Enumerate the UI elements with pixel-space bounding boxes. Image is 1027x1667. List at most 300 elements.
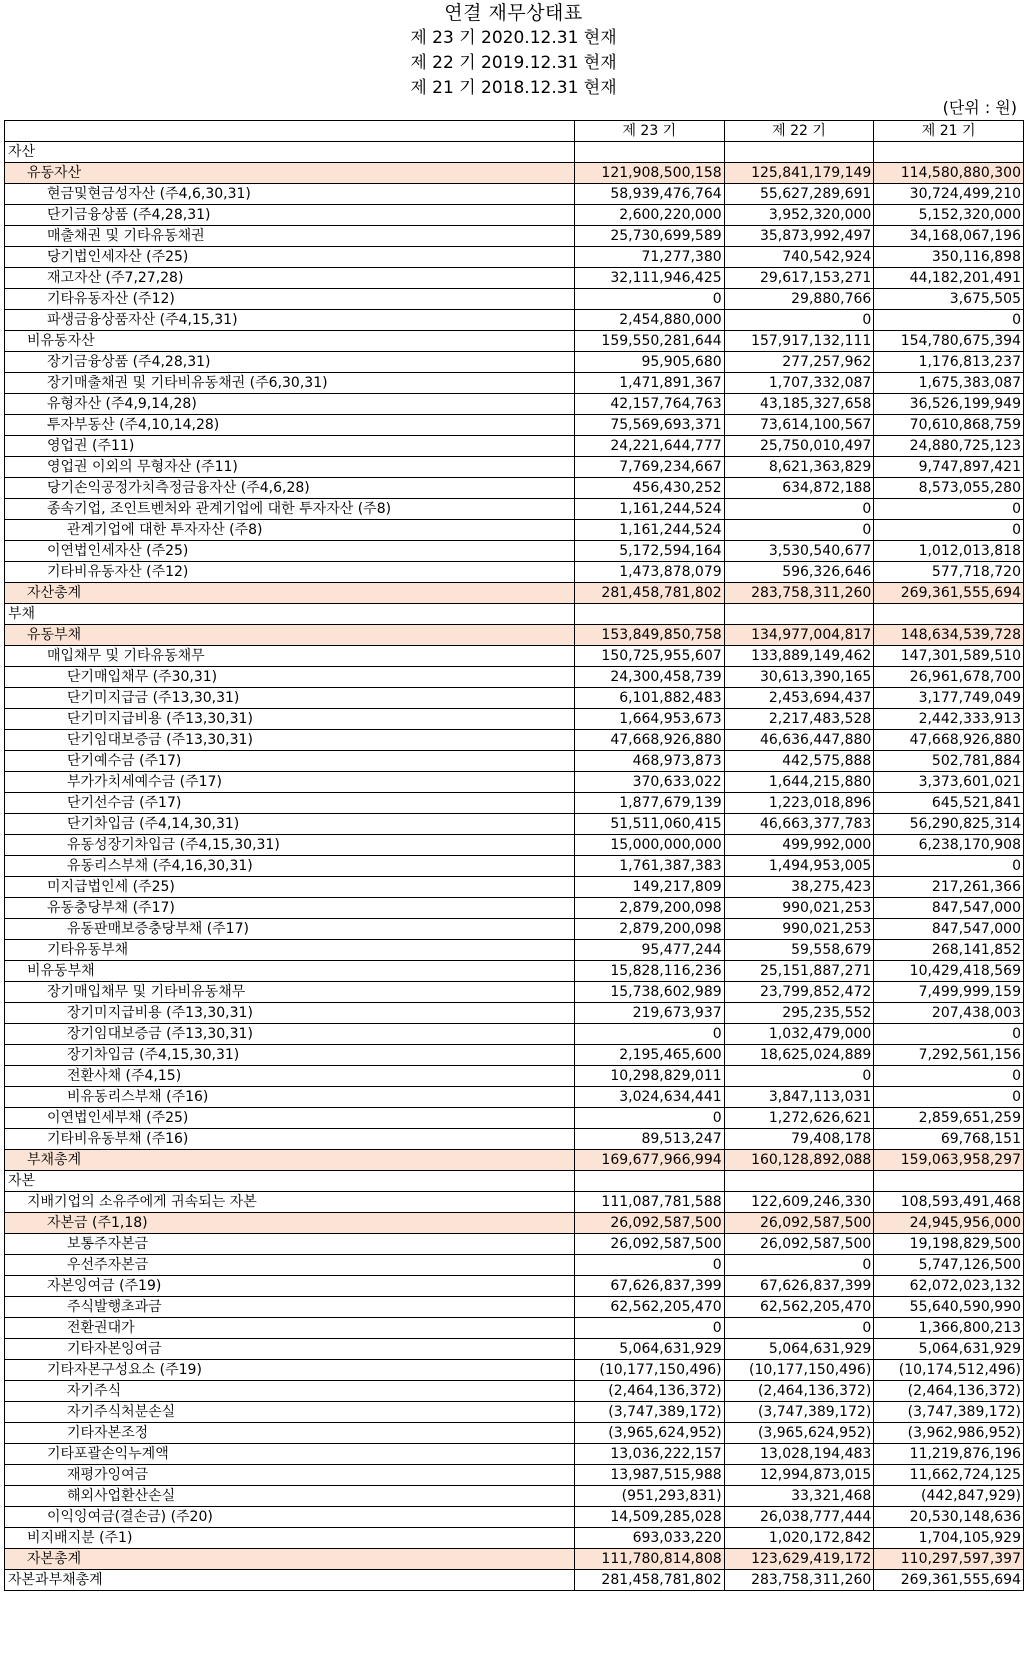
amount-cell: 67,626,837,399 bbox=[575, 1276, 725, 1297]
amount-cell: 26,038,777,444 bbox=[724, 1507, 874, 1528]
amount-cell: 0 bbox=[874, 1066, 1024, 1087]
account-label: 부채총계 bbox=[5, 1150, 575, 1171]
amount-cell: 24,880,725,123 bbox=[874, 436, 1024, 457]
amount-cell: 26,092,587,500 bbox=[575, 1234, 725, 1255]
amount-cell: 499,992,000 bbox=[724, 835, 874, 856]
table-row bbox=[5, 814, 1024, 835]
account-label: 단기차입금 (주4,14,30,31) bbox=[5, 814, 575, 835]
amount-cell bbox=[724, 1171, 874, 1192]
amount-cell: 7,499,999,159 bbox=[874, 982, 1024, 1003]
table-row bbox=[5, 1381, 1024, 1402]
table-row bbox=[5, 373, 1024, 394]
amount-cell: 1,223,018,896 bbox=[724, 793, 874, 814]
amount-cell: 990,021,253 bbox=[724, 898, 874, 919]
amount-cell: 0 bbox=[724, 520, 874, 541]
amount-cell: 1,704,105,929 bbox=[874, 1528, 1024, 1549]
table-row bbox=[5, 415, 1024, 436]
amount-cell: 149,217,809 bbox=[575, 877, 725, 898]
amount-cell: 3,024,634,441 bbox=[575, 1087, 725, 1108]
amount-cell: 3,847,113,031 bbox=[724, 1087, 874, 1108]
amount-cell: 7,769,234,667 bbox=[575, 457, 725, 478]
amount-cell: 207,438,003 bbox=[874, 1003, 1024, 1024]
amount-cell: 62,562,205,470 bbox=[724, 1297, 874, 1318]
table-row bbox=[5, 604, 1024, 625]
amount-cell: 26,092,587,500 bbox=[724, 1234, 874, 1255]
amount-cell: 6,101,882,483 bbox=[575, 688, 725, 709]
amount-cell: 0 bbox=[724, 499, 874, 520]
table-body bbox=[5, 142, 1024, 1591]
amount-cell bbox=[874, 142, 1024, 163]
amount-cell: 56,290,825,314 bbox=[874, 814, 1024, 835]
account-label: 비지배지분 (주1) bbox=[5, 1528, 575, 1549]
account-label: 영업권 이외의 무형자산 (주11) bbox=[5, 457, 575, 478]
amount-cell: 15,828,116,236 bbox=[575, 961, 725, 982]
amount-cell: 1,664,953,673 bbox=[575, 709, 725, 730]
amount-cell: 34,168,067,196 bbox=[874, 226, 1024, 247]
amount-cell: 0 bbox=[724, 1318, 874, 1339]
amount-cell: 5,064,631,929 bbox=[575, 1339, 725, 1360]
amount-cell: 35,873,992,497 bbox=[724, 226, 874, 247]
table-row bbox=[5, 1213, 1024, 1234]
table-row bbox=[5, 1486, 1024, 1507]
amount-cell: 125,841,179,149 bbox=[724, 163, 874, 184]
amount-cell: 0 bbox=[575, 1024, 725, 1045]
account-label: 비유동리스부채 (주16) bbox=[5, 1087, 575, 1108]
amount-cell: 2,217,483,528 bbox=[724, 709, 874, 730]
table-row bbox=[5, 1360, 1024, 1381]
amount-cell: 25,750,010,497 bbox=[724, 436, 874, 457]
amount-cell: 283,758,311,260 bbox=[724, 1570, 874, 1591]
amount-cell: 1,473,878,079 bbox=[575, 562, 725, 583]
table-row bbox=[5, 625, 1024, 646]
account-label: 당기법인세자산 (주25) bbox=[5, 247, 575, 268]
amount-cell: 111,087,781,588 bbox=[575, 1192, 725, 1213]
table-row bbox=[5, 919, 1024, 940]
amount-cell: (3,965,624,952) bbox=[724, 1423, 874, 1444]
account-label: 영업권 (주11) bbox=[5, 436, 575, 457]
table-row bbox=[5, 1297, 1024, 1318]
amount-cell: 2,859,651,259 bbox=[874, 1108, 1024, 1129]
amount-cell: 1,176,813,237 bbox=[874, 352, 1024, 373]
amount-cell: 95,477,244 bbox=[575, 940, 725, 961]
amount-cell: 25,730,699,589 bbox=[575, 226, 725, 247]
amount-cell: (2,464,136,372) bbox=[575, 1381, 725, 1402]
amount-cell: 1,877,679,139 bbox=[575, 793, 725, 814]
account-label: 재고자산 (주7,27,28) bbox=[5, 268, 575, 289]
amount-cell: (10,177,150,496) bbox=[724, 1360, 874, 1381]
account-label: 유동판매보증충당부채 (주17) bbox=[5, 919, 575, 940]
amount-cell: 2,879,200,098 bbox=[575, 898, 725, 919]
amount-cell: 110,297,597,397 bbox=[874, 1549, 1024, 1570]
amount-cell: 0 bbox=[874, 310, 1024, 331]
account-label: 단기매입채무 (주30,31) bbox=[5, 667, 575, 688]
amount-cell: 5,064,631,929 bbox=[724, 1339, 874, 1360]
account-label: 미지급법인세 (주25) bbox=[5, 877, 575, 898]
table-row bbox=[5, 436, 1024, 457]
amount-cell: (2,464,136,372) bbox=[874, 1381, 1024, 1402]
table-row bbox=[5, 499, 1024, 520]
amount-cell: 75,569,693,371 bbox=[575, 415, 725, 436]
account-label: 자본금 (주1,18) bbox=[5, 1213, 575, 1234]
table-row bbox=[5, 1570, 1024, 1591]
amount-cell: 0 bbox=[874, 520, 1024, 541]
amount-cell: 11,219,876,196 bbox=[874, 1444, 1024, 1465]
amount-cell: 1,012,013,818 bbox=[874, 541, 1024, 562]
amount-cell: 277,257,962 bbox=[724, 352, 874, 373]
table-row bbox=[5, 1276, 1024, 1297]
table-row bbox=[5, 1066, 1024, 1087]
amount-cell: 25,151,887,271 bbox=[724, 961, 874, 982]
account-label: 유형자산 (주4,9,14,28) bbox=[5, 394, 575, 415]
account-label: 단기금융상품 (주4,28,31) bbox=[5, 205, 575, 226]
amount-cell: 5,172,594,164 bbox=[575, 541, 725, 562]
table-row bbox=[5, 1108, 1024, 1129]
amount-cell: 370,633,022 bbox=[575, 772, 725, 793]
amount-cell: (10,177,150,496) bbox=[575, 1360, 725, 1381]
account-label: 이연법인세부채 (주25) bbox=[5, 1108, 575, 1129]
amount-cell: 147,301,589,510 bbox=[874, 646, 1024, 667]
amount-cell: 169,677,966,994 bbox=[575, 1150, 725, 1171]
account-label: 기타자본구성요소 (주19) bbox=[5, 1360, 575, 1381]
table-row bbox=[5, 478, 1024, 499]
amount-cell: 36,526,199,949 bbox=[874, 394, 1024, 415]
amount-cell: 73,614,100,567 bbox=[724, 415, 874, 436]
amount-cell: 283,758,311,260 bbox=[724, 583, 874, 604]
amount-cell: 62,562,205,470 bbox=[575, 1297, 725, 1318]
amount-cell: 2,600,220,000 bbox=[575, 205, 725, 226]
table-row bbox=[5, 898, 1024, 919]
account-label: 기타유동자산 (주12) bbox=[5, 289, 575, 310]
amount-cell: 24,945,956,000 bbox=[874, 1213, 1024, 1234]
table-row bbox=[5, 709, 1024, 730]
account-label: 주식발행초과금 bbox=[5, 1297, 575, 1318]
account-label: 비유동부채 bbox=[5, 961, 575, 982]
amount-cell: 0 bbox=[575, 1108, 725, 1129]
account-label: 기타비유동자산 (주12) bbox=[5, 562, 575, 583]
amount-cell: 1,471,891,367 bbox=[575, 373, 725, 394]
unit-label: (단위 : 원) bbox=[942, 98, 1017, 117]
account-label: 부채 bbox=[5, 604, 575, 625]
amount-cell: (951,293,831) bbox=[575, 1486, 725, 1507]
amount-cell: 13,036,222,157 bbox=[575, 1444, 725, 1465]
account-label: 종속기업, 조인트벤처와 관계기업에 대한 투자자산 (주8) bbox=[5, 499, 575, 520]
amount-cell: (442,847,929) bbox=[874, 1486, 1024, 1507]
amount-cell: 7,292,561,156 bbox=[874, 1045, 1024, 1066]
table-row bbox=[5, 835, 1024, 856]
amount-cell: 134,977,004,817 bbox=[724, 625, 874, 646]
amount-cell: 2,454,880,000 bbox=[575, 310, 725, 331]
amount-cell: 0 bbox=[575, 1255, 725, 1276]
amount-cell: 71,277,380 bbox=[575, 247, 725, 268]
table-row bbox=[5, 310, 1024, 331]
amount-cell: 1,494,953,005 bbox=[724, 856, 874, 877]
amount-cell: 281,458,781,802 bbox=[575, 1570, 725, 1591]
table-row bbox=[5, 331, 1024, 352]
amount-cell: 8,621,363,829 bbox=[724, 457, 874, 478]
amount-cell: 1,761,387,383 bbox=[575, 856, 725, 877]
table-row bbox=[5, 1507, 1024, 1528]
account-label: 장기금융상품 (주4,28,31) bbox=[5, 352, 575, 373]
amount-cell: 6,238,170,908 bbox=[874, 835, 1024, 856]
account-label: 자산 bbox=[5, 142, 575, 163]
table-row bbox=[5, 1234, 1024, 1255]
amount-cell: 2,879,200,098 bbox=[575, 919, 725, 940]
amount-cell: 114,580,880,300 bbox=[874, 163, 1024, 184]
amount-cell: 502,781,884 bbox=[874, 751, 1024, 772]
account-label: 전환권대가 bbox=[5, 1318, 575, 1339]
amount-cell: 13,987,515,988 bbox=[575, 1465, 725, 1486]
amount-cell: 30,613,390,165 bbox=[724, 667, 874, 688]
amount-cell: 24,221,644,777 bbox=[575, 436, 725, 457]
amount-cell: 24,300,458,739 bbox=[575, 667, 725, 688]
amount-cell: (3,965,624,952) bbox=[575, 1423, 725, 1444]
header-cell-account bbox=[5, 121, 575, 142]
account-label: 단기예수금 (주17) bbox=[5, 751, 575, 772]
amount-cell: 281,458,781,802 bbox=[575, 583, 725, 604]
amount-cell: 89,513,247 bbox=[575, 1129, 725, 1150]
table-row bbox=[5, 1339, 1024, 1360]
amount-cell: (3,747,389,172) bbox=[724, 1402, 874, 1423]
amount-cell: 0 bbox=[724, 1255, 874, 1276]
amount-cell: 18,625,024,889 bbox=[724, 1045, 874, 1066]
amount-cell: 350,116,898 bbox=[874, 247, 1024, 268]
account-label: 기타자본조정 bbox=[5, 1423, 575, 1444]
amount-cell: 269,361,555,694 bbox=[874, 583, 1024, 604]
amount-cell: (10,174,512,496) bbox=[874, 1360, 1024, 1381]
amount-cell: 5,064,631,929 bbox=[874, 1339, 1024, 1360]
table-row bbox=[5, 583, 1024, 604]
amount-cell: 42,157,764,763 bbox=[575, 394, 725, 415]
amount-cell: 0 bbox=[724, 310, 874, 331]
table-row bbox=[5, 646, 1024, 667]
amount-cell bbox=[575, 142, 725, 163]
amount-cell: 43,185,327,658 bbox=[724, 394, 874, 415]
amount-cell: 95,905,680 bbox=[575, 352, 725, 373]
amount-cell: 154,780,675,394 bbox=[874, 331, 1024, 352]
amount-cell: (3,747,389,172) bbox=[874, 1402, 1024, 1423]
table-row bbox=[5, 1045, 1024, 1066]
amount-cell: (3,747,389,172) bbox=[575, 1402, 725, 1423]
account-label: 단기선수금 (주17) bbox=[5, 793, 575, 814]
amount-cell: 1,161,244,524 bbox=[575, 520, 725, 541]
amount-cell: 0 bbox=[874, 1087, 1024, 1108]
table-row bbox=[5, 982, 1024, 1003]
account-label: 투자부동산 (주4,10,14,28) bbox=[5, 415, 575, 436]
amount-cell: 1,020,172,842 bbox=[724, 1528, 874, 1549]
table-row bbox=[5, 541, 1024, 562]
amount-cell: 70,610,868,759 bbox=[874, 415, 1024, 436]
amount-cell: 2,453,694,437 bbox=[724, 688, 874, 709]
account-label: 자산총계 bbox=[5, 583, 575, 604]
header-cell-period-21: 제 21 기 bbox=[874, 121, 1024, 142]
account-label: 자본과부채총계 bbox=[5, 1570, 575, 1591]
amount-cell: 111,780,814,808 bbox=[575, 1549, 725, 1570]
amount-cell: 32,111,946,425 bbox=[575, 268, 725, 289]
amount-cell: 634,872,188 bbox=[724, 478, 874, 499]
amount-cell: 5,747,126,500 bbox=[874, 1255, 1024, 1276]
amount-cell: 295,235,552 bbox=[724, 1003, 874, 1024]
amount-cell: 153,849,850,758 bbox=[575, 625, 725, 646]
amount-cell: 577,718,720 bbox=[874, 562, 1024, 583]
table-row bbox=[5, 688, 1024, 709]
amount-cell bbox=[724, 604, 874, 625]
amount-cell: 740,542,924 bbox=[724, 247, 874, 268]
amount-cell: 10,429,418,569 bbox=[874, 961, 1024, 982]
account-label: 유동자산 bbox=[5, 163, 575, 184]
table-header-row bbox=[5, 121, 1024, 142]
table-row bbox=[5, 856, 1024, 877]
amount-cell: 1,161,244,524 bbox=[575, 499, 725, 520]
amount-cell: 58,939,476,764 bbox=[575, 184, 725, 205]
amount-cell: 3,675,505 bbox=[874, 289, 1024, 310]
account-label: 기타비유동부채 (주16) bbox=[5, 1129, 575, 1150]
amount-cell: 26,092,587,500 bbox=[575, 1213, 725, 1234]
table-row bbox=[5, 1129, 1024, 1150]
account-label: 자본 bbox=[5, 1171, 575, 1192]
amount-cell: 122,609,246,330 bbox=[724, 1192, 874, 1213]
amount-cell: 693,033,220 bbox=[575, 1528, 725, 1549]
table-row bbox=[5, 1003, 1024, 1024]
account-label: 보통주자본금 bbox=[5, 1234, 575, 1255]
account-label: 부가가치세예수금 (주17) bbox=[5, 772, 575, 793]
account-label: 기타포괄손익누계액 bbox=[5, 1444, 575, 1465]
table-row bbox=[5, 226, 1024, 247]
table-row bbox=[5, 268, 1024, 289]
account-label: 유동리스부채 (주4,16,30,31) bbox=[5, 856, 575, 877]
amount-cell: 79,408,178 bbox=[724, 1129, 874, 1150]
amount-cell: 123,629,419,172 bbox=[724, 1549, 874, 1570]
amount-cell: 1,272,626,621 bbox=[724, 1108, 874, 1129]
amount-cell: 47,668,926,880 bbox=[575, 730, 725, 751]
amount-cell: 990,021,253 bbox=[724, 919, 874, 940]
amount-cell: 0 bbox=[575, 289, 725, 310]
amount-cell: 33,321,468 bbox=[724, 1486, 874, 1507]
amount-cell: 11,662,724,125 bbox=[874, 1465, 1024, 1486]
table-row bbox=[5, 394, 1024, 415]
table-row bbox=[5, 940, 1024, 961]
amount-cell: 38,275,423 bbox=[724, 877, 874, 898]
table-row bbox=[5, 289, 1024, 310]
account-label: 재평가잉여금 bbox=[5, 1465, 575, 1486]
table-row bbox=[5, 1171, 1024, 1192]
table-row bbox=[5, 184, 1024, 205]
amount-cell: 268,141,852 bbox=[874, 940, 1024, 961]
table-row bbox=[5, 1150, 1024, 1171]
account-label: 기타유동부채 bbox=[5, 940, 575, 961]
table-row bbox=[5, 352, 1024, 373]
amount-cell: 2,195,465,600 bbox=[575, 1045, 725, 1066]
table-row bbox=[5, 247, 1024, 268]
account-label: 단기임대보증금 (주13,30,31) bbox=[5, 730, 575, 751]
amount-cell: 148,634,539,728 bbox=[874, 625, 1024, 646]
amount-cell: 29,880,766 bbox=[724, 289, 874, 310]
table-row bbox=[5, 793, 1024, 814]
amount-cell: (2,464,136,372) bbox=[724, 1381, 874, 1402]
amount-cell: 9,747,897,421 bbox=[874, 457, 1024, 478]
account-label: 해외사업환산손실 bbox=[5, 1486, 575, 1507]
amount-cell: 1,675,383,087 bbox=[874, 373, 1024, 394]
account-label: 유동부채 bbox=[5, 625, 575, 646]
amount-cell: 847,547,000 bbox=[874, 919, 1024, 940]
account-label: 장기매출채권 및 기타비유동채권 (주6,30,31) bbox=[5, 373, 575, 394]
account-label: 이익잉여금(결손금) (주20) bbox=[5, 1507, 575, 1528]
amount-cell: 121,908,500,158 bbox=[575, 163, 725, 184]
table-row bbox=[5, 772, 1024, 793]
amount-cell: 55,627,289,691 bbox=[724, 184, 874, 205]
account-label: 단기미지급비용 (주13,30,31) bbox=[5, 709, 575, 730]
amount-cell: 3,373,601,021 bbox=[874, 772, 1024, 793]
amount-cell: 133,889,149,462 bbox=[724, 646, 874, 667]
amount-cell: 1,366,800,213 bbox=[874, 1318, 1024, 1339]
account-label: 유동충당부채 (주17) bbox=[5, 898, 575, 919]
amount-cell: 0 bbox=[874, 856, 1024, 877]
amount-cell: 29,617,153,271 bbox=[724, 268, 874, 289]
account-label: 자본잉여금 (주19) bbox=[5, 1276, 575, 1297]
amount-cell: 1,032,479,000 bbox=[724, 1024, 874, 1045]
amount-cell: 645,521,841 bbox=[874, 793, 1024, 814]
table-row bbox=[5, 1402, 1024, 1423]
amount-cell: 67,626,837,399 bbox=[724, 1276, 874, 1297]
account-label: 당기손익공정가치측정금융자산 (주4,6,28) bbox=[5, 478, 575, 499]
amount-cell: 2,442,333,913 bbox=[874, 709, 1024, 730]
account-label: 전환사채 (주4,15) bbox=[5, 1066, 575, 1087]
account-label: 기타자본잉여금 bbox=[5, 1339, 575, 1360]
amount-cell: 46,663,377,783 bbox=[724, 814, 874, 835]
amount-cell: 159,550,281,644 bbox=[575, 331, 725, 352]
statement-header bbox=[0, 0, 1027, 101]
account-label: 파생금융상품자산 (주4,15,31) bbox=[5, 310, 575, 331]
period-line: 제 21 기 2018.12.31 현재 bbox=[410, 78, 617, 98]
amount-cell: 108,593,491,468 bbox=[874, 1192, 1024, 1213]
amount-cell: 13,028,194,483 bbox=[724, 1444, 874, 1465]
account-label: 관계기업에 대한 투자자산 (주8) bbox=[5, 520, 575, 541]
account-label: 매출채권 및 기타유동채권 bbox=[5, 226, 575, 247]
amount-cell: 26,092,587,500 bbox=[724, 1213, 874, 1234]
period-line: 제 23 기 2020.12.31 현재 bbox=[410, 28, 617, 48]
amount-cell: 847,547,000 bbox=[874, 898, 1024, 919]
amount-cell: 468,973,873 bbox=[575, 751, 725, 772]
amount-cell: 159,063,958,297 bbox=[874, 1150, 1024, 1171]
table-row bbox=[5, 205, 1024, 226]
amount-cell: (3,962,986,952) bbox=[874, 1423, 1024, 1444]
account-label: 단기미지급금 (주13,30,31) bbox=[5, 688, 575, 709]
amount-cell: 15,738,602,989 bbox=[575, 982, 725, 1003]
statement-title: 연결 재무상태표 bbox=[444, 2, 583, 24]
table-row bbox=[5, 1192, 1024, 1213]
amount-cell: 3,952,320,000 bbox=[724, 205, 874, 226]
amount-cell: 5,152,320,000 bbox=[874, 205, 1024, 226]
account-label: 장기차입금 (주4,15,30,31) bbox=[5, 1045, 575, 1066]
amount-cell: 269,361,555,694 bbox=[874, 1570, 1024, 1591]
account-label: 유동성장기차입금 (주4,15,30,31) bbox=[5, 835, 575, 856]
account-label: 자본총계 bbox=[5, 1549, 575, 1570]
table-row bbox=[5, 1423, 1024, 1444]
amount-cell: 1,707,332,087 bbox=[724, 373, 874, 394]
amount-cell: 15,000,000,000 bbox=[575, 835, 725, 856]
amount-cell: 442,575,888 bbox=[724, 751, 874, 772]
amount-cell bbox=[724, 142, 874, 163]
amount-cell: 19,198,829,500 bbox=[874, 1234, 1024, 1255]
amount-cell: 217,261,366 bbox=[874, 877, 1024, 898]
amount-cell: 219,673,937 bbox=[575, 1003, 725, 1024]
amount-cell: 456,430,252 bbox=[575, 478, 725, 499]
table-row bbox=[5, 163, 1024, 184]
table-row bbox=[5, 1087, 1024, 1108]
amount-cell: 0 bbox=[874, 1024, 1024, 1045]
amount-cell: 69,768,151 bbox=[874, 1129, 1024, 1150]
account-label: 지배기업의 소유주에게 귀속되는 자본 bbox=[5, 1192, 575, 1213]
account-label: 장기미지급비용 (주13,30,31) bbox=[5, 1003, 575, 1024]
